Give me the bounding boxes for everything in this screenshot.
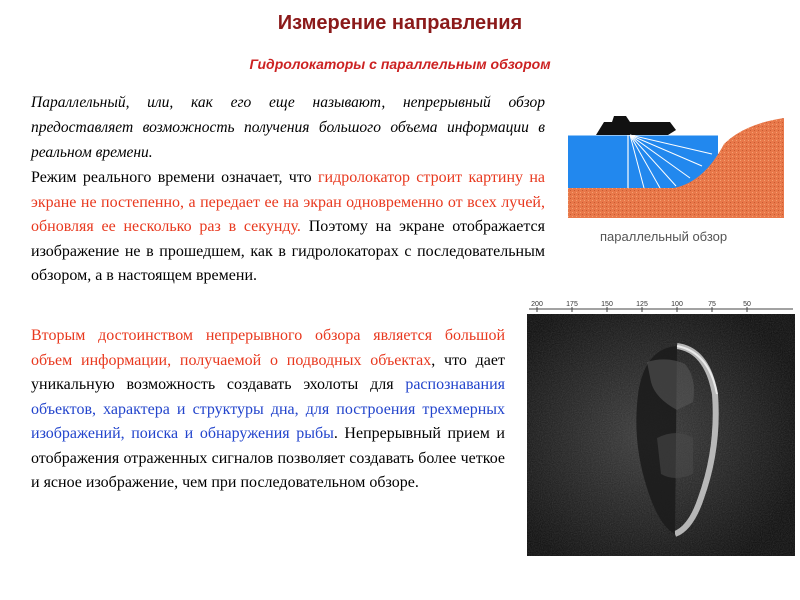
scale-label: 100 <box>671 301 683 308</box>
paragraph-advantage-applications: распознавания объектов, характера и структуры дна, для построения трехмерных изображений, поиска и обнаружения рыбы <box>31 376 505 442</box>
sonar-image <box>527 298 795 556</box>
parallel-scan-diagram <box>564 104 786 218</box>
scale-label: 75 <box>708 301 716 308</box>
scale-ruler <box>531 301 751 312</box>
paragraph-realtime-part-c: Поэтому на экране отображается изображение не в прошедшем, как в гидролокаторах с последовательным обзором, а в настоящем времени. <box>31 218 545 284</box>
paragraph-realtime-highlight: гидролокатор строит картину на экране не постепенно, а передает ее на экран одновременно от всех лучей, обновляя ее несколько раз в секунду. <box>31 169 546 235</box>
scale-label: 175 <box>566 301 578 308</box>
ship-silhouette <box>596 116 676 135</box>
paragraph-advantage <box>31 324 505 496</box>
page-subtitle: Гидролокаторы с параллельным обзором <box>249 56 551 72</box>
paragraph-advantage-part-b: , что дает уникальную возможность создавать эхолоты для <box>31 351 506 393</box>
scale-label: 150 <box>601 301 613 308</box>
paragraph-realtime-part-a: Режим реального времени означает, что <box>31 169 318 186</box>
paragraph-advantage-highlight: Вторым достоинством непрерывного обзора является большой объем информации, получаемой о подводных объектах <box>31 327 505 369</box>
scale-label: 125 <box>636 301 648 308</box>
paragraph-advantage-part-d: . Непрерывный прием и отображения отраженных сигналов позволяет создавать более четкое и ясное изображение, чем при последовательном обзоре. <box>31 425 505 491</box>
scale-label: 200 <box>531 301 543 308</box>
page-title: Измерение направления <box>277 12 523 34</box>
diagram-caption: параллельный обзор <box>600 229 728 244</box>
paragraph-intro: Параллельный, или, как его еще называют, непрерывный обзор предоставляет возможность получения большого объема информации в реальном времени. <box>31 94 545 161</box>
scale-label: 50 <box>743 301 751 308</box>
paragraph-realtime <box>31 166 545 289</box>
